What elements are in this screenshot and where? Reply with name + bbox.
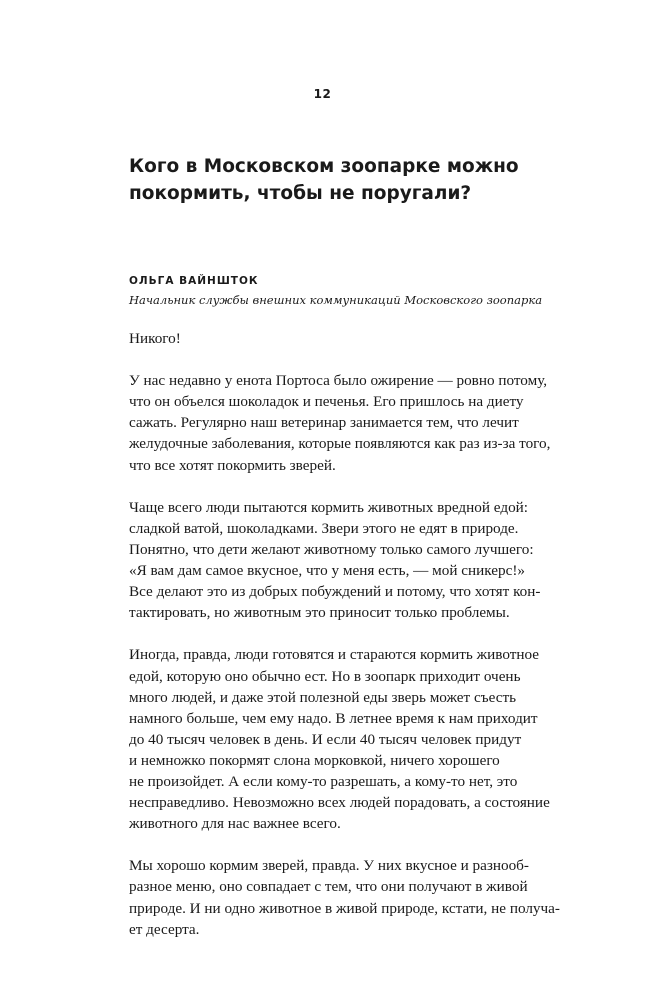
- paragraph: [129, 855, 560, 939]
- text-line: Мы хорошо кормим зверей, правда. У них вкусное и разнооб-: [129, 857, 529, 875]
- text-line: что все хотят покормить зверей.: [129, 456, 336, 474]
- text-line: тактировать, но животным это приносит только проблемы.: [129, 604, 510, 622]
- text-line: едой, которую оно обычно ест. Но в зоопарк приходит очень: [129, 667, 521, 685]
- paragraph: [129, 644, 549, 834]
- title-line: Кого в Московском зоопарке можно: [129, 156, 519, 177]
- text-line: несправедливо. Невозможно всех людей порадовать, а состояние: [129, 794, 550, 812]
- text-line: намного больше, чем ему надо. В летнее время к нам приходит: [129, 709, 538, 727]
- text-line: У нас недавно у енота Портоса было ожирение — ровно потому,: [129, 372, 548, 390]
- text-line: много людей, и даже этой полезной еды зверь может съесть: [129, 688, 517, 706]
- author-name: ОЛЬГА ВАЙНШТОК: [129, 275, 259, 287]
- text-line: и немножко покормят слона морковкой, ничего хорошего: [129, 751, 500, 769]
- text-line: желудочные заболевания, которые появляются как раз из-за того,: [129, 435, 551, 453]
- text-line: разное меню, оно совпадает с тем, что они получают в живой: [129, 878, 528, 896]
- author-role: Начальник службы внешних коммуникаций Московского зоопарка: [129, 293, 543, 307]
- text-line: что он объелся шоколадок и печенья. Его пришлось на диету: [129, 393, 524, 411]
- text-line: сажать. Регулярно наш ветеринар занимается тем, что лечит: [129, 414, 519, 432]
- text-line: природе. И ни одно животное в живой природе, кстати, не получа-: [129, 899, 560, 917]
- text-line: «Я вам дам самое вкусное, что у меня есть, — мой сникерс!»: [129, 562, 525, 580]
- title-line: покормить, чтобы не поругали?: [129, 183, 472, 204]
- text-line: Чаще всего люди пытаются кормить животных вредной едой:: [129, 498, 529, 516]
- text-line: Иногда, правда, люди готовятся и стараются кормить животное: [129, 646, 540, 664]
- text-line: Понятно, что дети желают животному только самого лучшего:: [129, 540, 534, 558]
- article-body: [129, 328, 560, 961]
- text-line: животного для нас важнее всего.: [129, 815, 341, 833]
- text-line: Все делают это из добрых побуждений и потому, что хотят кон-: [129, 583, 541, 601]
- paragraph: [129, 370, 549, 475]
- paragraph: [129, 328, 549, 349]
- page-number: 12: [313, 87, 332, 101]
- paragraph: [129, 497, 549, 624]
- text-line: сладкой ватой, шоколадками. Звери этого не едят в природе.: [129, 519, 519, 537]
- text-line: ет десерта.: [129, 920, 200, 938]
- page-title: [129, 153, 529, 207]
- text-line: Никого!: [129, 330, 181, 347]
- text-line: до 40 тысяч человек в день. И если 40 тысяч человек придут: [129, 730, 522, 748]
- text-line: не произойдет. А если кому-то разрешать, а кому-то нет, это: [129, 772, 518, 790]
